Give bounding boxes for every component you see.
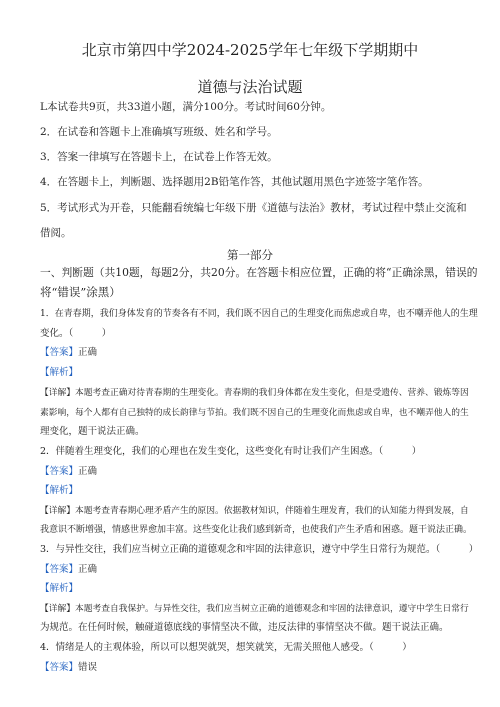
answer-value: 错误 (78, 662, 98, 673)
answer-tag: 【答案】 (40, 662, 79, 673)
analysis-tag-3: 【解析】 (40, 583, 79, 594)
answer-tag: 【答案】 (40, 564, 79, 575)
answer-2 (40, 465, 480, 479)
detail-3-line2: 为规范。在任何时候，触碰道德底线的事情坚决不做，违反法律的事情坚决不做。题干说法正确。 (40, 622, 449, 633)
part-heading: 第一部分 (227, 248, 273, 262)
instruction-3: 3．答案一律填写在答题卡上，在试卷上作答无效。 (40, 151, 278, 163)
answer-4 (40, 661, 480, 675)
detail-text: 本题考查自我保护。与异性交往，我们应当树立正确的道德观念和牢固的法律意识，遵守中学生日常行 (75, 604, 469, 614)
question-1-cont: 变化。（ ） (40, 328, 112, 339)
exam-subtitle: 道德与法治试题 (197, 78, 303, 96)
question-2: 2．伴随着生理变化，我们的心理也在发生变化，这些变化有时让我们产生困惑。（ ） (40, 446, 422, 457)
analysis-tag-2: 【解析】 (40, 485, 79, 496)
answer-tag: 【答案】 (40, 466, 79, 477)
detail-3 (40, 602, 480, 616)
detail-text: 本题考查正确对待青春期的生理变化。青春期的我们身体都在发生变化，但是受遗传、营养、锻炼等因 (75, 388, 469, 398)
detail-1 (40, 386, 480, 400)
instruction-5-cont: 借阅。 (40, 227, 72, 239)
detail-text: 本题考查青春期心理矛盾产生的原因。依据教材知识，伴随着生理发育，我们的认知能力得到发展，自 (75, 506, 469, 516)
instruction-4: 4．在答题卡上，判断题、选择题用2B铅笔作答，其他试题用黑色字迹签字笔作答。 (40, 176, 429, 188)
answer-1 (40, 346, 480, 360)
question-3: 3．与异性交往，我们应当树立正确的道德观念和牢固的法律意识，遵守中学生日常行为规范。（ ） (40, 544, 479, 555)
detail-1-line3: 理变化，题干说法正确。 (40, 426, 145, 437)
answer-3 (40, 563, 480, 577)
exam-title: 北京市第四中学2024-2025学年七年级下学期期中 (81, 41, 419, 59)
section-heading-cont: 将“错误”涂黑） (40, 285, 121, 299)
instruction-5: 5．考试形式为开卷，只能翻看统编七年级下册《道德与法治》教材，考试过程中禁止交流和 (40, 202, 467, 214)
detail-tag: 【详解】 (40, 388, 75, 398)
answer-value: 正确 (78, 347, 98, 358)
answer-value: 正确 (78, 564, 98, 575)
section-heading: 一、判断题（共10题，每题2分，共20分。在答题卡相应位置，正确的将“正确涂黑，错误的 (40, 266, 478, 279)
question-4: 4．情绪是人的主观体验，所以可以想哭就哭，想笑就笑，无需关照他人感受。（ ） (40, 642, 412, 653)
question-1: 1．在青春期，我们身体发育的节奏各有不同，我们既不因自己的生理变化而焦虑或自卑，也不嘲弄他人的生理 (40, 309, 478, 319)
detail-tag: 【详解】 (40, 506, 75, 516)
detail-2 (40, 504, 480, 518)
answer-tag: 【答案】 (40, 347, 79, 358)
detail-1-line2: 素影响，每个人都有自己独特的成长韵律与节拍。我们既不因自己的生理变化而焦虑或自卑，也不嘲弄他人的生 (40, 408, 469, 418)
instruction-2: 2．在试卷和答题卡上准确填写班级、姓名和学号。 (40, 126, 278, 138)
instruction-1: L本试卷共9页，共33道小题，满分100分。考试时间60分钟。 (40, 101, 332, 113)
analysis-tag-1: 【解析】 (40, 367, 79, 378)
detail-2-line2: 我意识不断增强，情感世界愈加丰富。这些变化让我们感到新奇，也使我们产生矛盾和困惑。题干说法正确。 (40, 525, 473, 535)
answer-value: 正确 (78, 466, 98, 477)
detail-tag: 【详解】 (40, 604, 75, 614)
